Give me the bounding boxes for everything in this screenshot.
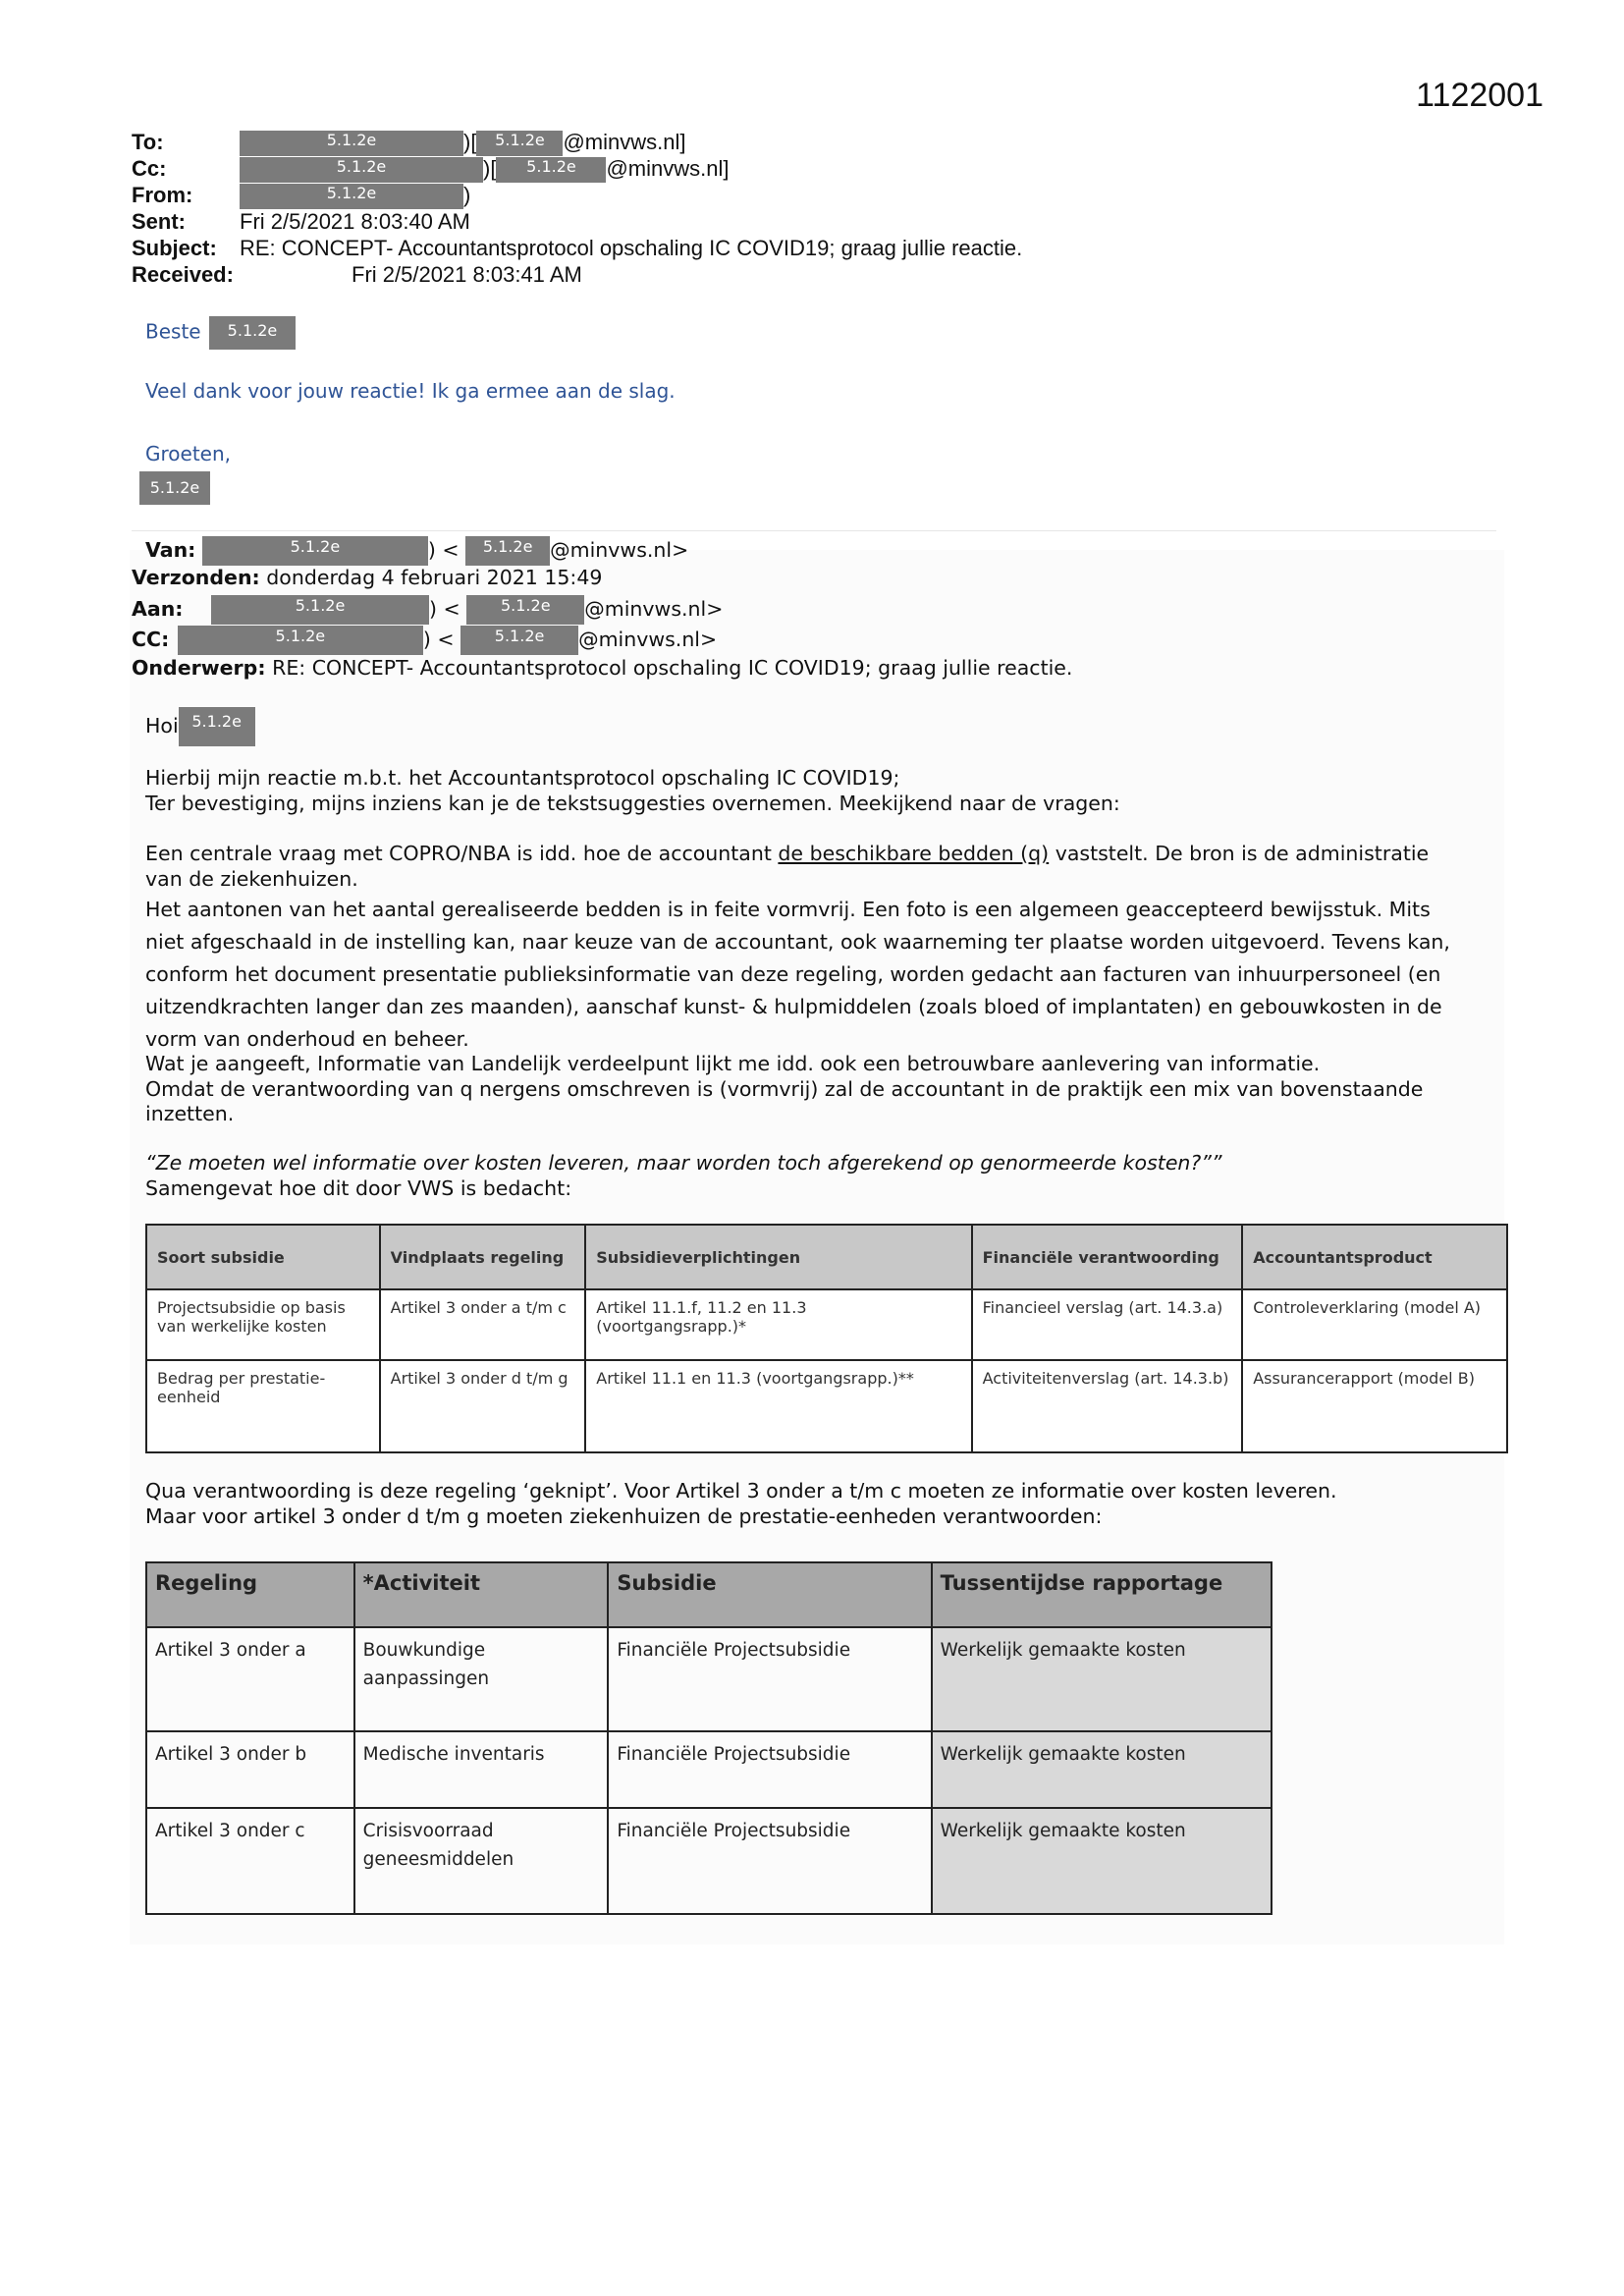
table-cell: Bedrag per prestatie-eenheid bbox=[146, 1360, 380, 1452]
table-header-cell: Vindplaats regeling bbox=[380, 1225, 586, 1289]
p3-line2: niet afgeschaald in de instelling kan, naar keuze van de accountant, ook waarneming ter plaatse worden uitgevoerd. Tevens kan, bbox=[145, 930, 1450, 954]
bracket: )[ bbox=[483, 156, 497, 181]
table-cell: Financieel verslag (art. 14.3.a) bbox=[972, 1289, 1243, 1360]
aan-email: @minvws.nl> bbox=[584, 597, 724, 621]
lt: ) < bbox=[422, 628, 455, 651]
cc-domain: @minvws.nl] bbox=[606, 156, 730, 181]
table-cell: Artikel 11.1.f, 11.2 en 11.3 (voortgangsrapp.)* bbox=[585, 1289, 971, 1360]
hoi-line bbox=[145, 707, 255, 746]
table-cell: Activiteitenverslag (art. 14.3.b) bbox=[972, 1360, 1243, 1452]
table-header-row bbox=[146, 1562, 1272, 1627]
onderwerp-value: RE: CONCEPT- Accountantsprotocol opschaling IC COVID19; graag jullie reactie. bbox=[272, 656, 1073, 680]
divider bbox=[132, 530, 1496, 531]
cc-email: @minvws.nl> bbox=[578, 628, 718, 651]
table-cell: Crisisvoorraad geneesmiddelen bbox=[354, 1808, 609, 1914]
redaction: 5.1.2e bbox=[466, 595, 584, 625]
subject-value: RE: CONCEPT- Accountantsprotocol opschaling IC COVID19; graag jullie reactie. bbox=[240, 236, 1023, 260]
onderwerp-label: Onderwerp: bbox=[132, 656, 266, 680]
document-id: 1122001 bbox=[1416, 77, 1543, 114]
subject-label: Subject: bbox=[132, 236, 217, 260]
cc-label: Cc: bbox=[132, 156, 167, 181]
p1-line2: Ter bevestiging, mijns inziens kan je de tekstsuggesties overnemen. Meekijkend naar de vragen: bbox=[145, 792, 1120, 815]
table-header-cell: Accountantsproduct bbox=[1242, 1225, 1507, 1289]
table-row bbox=[146, 1289, 1507, 1360]
received-label: Received: bbox=[132, 262, 234, 287]
p3-line5: vorm van onderhoud en beheer. bbox=[145, 1027, 469, 1051]
greeting: Beste bbox=[145, 319, 201, 344]
table-header-row bbox=[146, 1225, 1507, 1289]
redaction: 5.1.2e bbox=[496, 157, 606, 183]
p5-line2: inzetten. bbox=[145, 1102, 235, 1125]
redaction: 5.1.2e bbox=[178, 626, 423, 655]
bracket: )[ bbox=[463, 130, 477, 154]
table-cell: Assurancerapport (model B) bbox=[1242, 1360, 1507, 1452]
cc-value bbox=[240, 156, 729, 183]
cc-fwd-row bbox=[132, 626, 717, 655]
table-cell: Financiële Projectsubsidie bbox=[608, 1627, 931, 1731]
van-label: Van: bbox=[145, 538, 196, 562]
lt: ) < bbox=[429, 597, 460, 621]
table-cell: Artikel 3 onder c bbox=[146, 1808, 354, 1914]
table-cell: Controleverklaring (model A) bbox=[1242, 1289, 1507, 1360]
table-cell: Artikel 3 onder a bbox=[146, 1627, 354, 1731]
summary-line: Samengevat hoe dit door VWS is bedacht: bbox=[145, 1176, 572, 1200]
sent-value: Fri 2/5/2021 8:03:40 AM bbox=[240, 209, 470, 234]
to-label: To: bbox=[132, 130, 164, 154]
table-header-cell: Financiële verantwoording bbox=[972, 1225, 1243, 1289]
p2-part-b: vaststelt. De bron is de administratie bbox=[1049, 842, 1430, 865]
to-value bbox=[240, 130, 685, 156]
table-cell: Projectsubsidie op basis van werkelijke kosten bbox=[146, 1289, 380, 1360]
from-label: From: bbox=[132, 183, 193, 207]
redaction: 5.1.2e bbox=[202, 536, 428, 566]
lt: ) < bbox=[427, 538, 460, 562]
p2-part-a: Een centrale vraag met COPRO/NBA is idd. hoe de accountant bbox=[145, 842, 779, 865]
table-cell: Artikel 3 onder a t/m c bbox=[380, 1289, 586, 1360]
p3-line1: Het aantonen van het aantal gerealiseerde bedden is in feite vormvrij. Een foto is een algemeen geaccepteerd bewijsstuk. Mits bbox=[145, 898, 1431, 921]
table-cell: Artikel 11.1 en 11.3 (voortgangsrapp.)** bbox=[585, 1360, 971, 1452]
p5-line1: Omdat de verantwoording van q nergens omschreven is (vormvrij) zal de accountant in de praktijk een mix van bovenstaande bbox=[145, 1077, 1424, 1101]
cc-fwd-label: CC: bbox=[132, 628, 170, 651]
onderwerp-row bbox=[132, 656, 1072, 680]
p2-underlined: de beschikbare bedden (q) bbox=[778, 842, 1050, 865]
redaction: 5.1.2e bbox=[139, 471, 210, 505]
to-domain: @minvws.nl] bbox=[563, 130, 686, 154]
p2-line1 bbox=[145, 842, 1429, 865]
after-line1: Qua verantwoording is deze regeling ‘geknipt’. Voor Artikel 3 onder a t/m c moeten ze informatie over kosten leveren. bbox=[145, 1479, 1337, 1503]
van-email: @minvws.nl> bbox=[550, 538, 689, 562]
verzonden-label: Verzonden: bbox=[132, 566, 260, 589]
redaction: 5.1.2e bbox=[179, 707, 255, 746]
p2-line2: van de ziekenhuizen. bbox=[145, 867, 358, 891]
van-row bbox=[145, 536, 688, 566]
signature-redaction bbox=[139, 471, 210, 505]
table-cell: Medische inventaris bbox=[354, 1731, 609, 1808]
table-header-cell: Subsidieverplichtingen bbox=[585, 1225, 971, 1289]
table-row bbox=[146, 1360, 1507, 1452]
redaction: 5.1.2e bbox=[240, 157, 483, 183]
table-row bbox=[146, 1627, 1272, 1731]
table-cell: Artikel 3 onder b bbox=[146, 1731, 354, 1808]
verzonden-row bbox=[132, 566, 602, 589]
table-cell: Bouwkundige aanpassingen bbox=[354, 1627, 609, 1731]
aan-row bbox=[132, 595, 723, 625]
p3-line3: conform het document presentatie publieksinformatie van deze regeling, worden gedacht aan facturen van inhuurpersoneel (en bbox=[145, 962, 1441, 986]
thanks-text: Veel dank voor jouw reactie! Ik ga ermee aan de slag. bbox=[145, 379, 676, 403]
bracket: ) bbox=[463, 183, 471, 207]
table-cell: Artikel 3 onder d t/m g bbox=[380, 1360, 586, 1452]
verzonden-value: donderdag 4 februari 2021 15:49 bbox=[266, 566, 603, 589]
redaction: 5.1.2e bbox=[465, 536, 550, 566]
redaction: 5.1.2e bbox=[240, 184, 463, 209]
table-cell: Werkelijk gemaakte kosten bbox=[932, 1627, 1272, 1731]
table-header-cell: Tussentijdse rapportage bbox=[932, 1562, 1272, 1627]
redaction: 5.1.2e bbox=[476, 131, 563, 156]
table-header-cell: Soort subsidie bbox=[146, 1225, 380, 1289]
table-cell: Financiële Projectsubsidie bbox=[608, 1808, 931, 1914]
redaction: 5.1.2e bbox=[209, 316, 296, 350]
redaction: 5.1.2e bbox=[240, 131, 463, 156]
received-value: Fri 2/5/2021 8:03:41 AM bbox=[352, 262, 582, 287]
hoi: Hoi bbox=[145, 714, 179, 738]
table-cell: Financiële Projectsubsidie bbox=[608, 1731, 931, 1808]
p3-line4: uitzendkrachten langer dan zes maanden), aanschaf kunst- & hulpmiddelen (zoals bloed of implantaten) en gebouwkosten in de bbox=[145, 995, 1442, 1018]
sent-label: Sent: bbox=[132, 209, 186, 234]
greeting-line bbox=[145, 316, 296, 350]
p1-line1: Hierbij mijn reactie m.b.t. het Accountantsprotocol opschaling IC COVID19; bbox=[145, 766, 900, 790]
aan-label: Aan: bbox=[132, 597, 184, 621]
table-cell: Werkelijk gemaakte kosten bbox=[932, 1731, 1272, 1808]
closing-text: Groeten, bbox=[145, 442, 232, 465]
table-cell: Werkelijk gemaakte kosten bbox=[932, 1808, 1272, 1914]
regeling-table bbox=[145, 1561, 1272, 1915]
from-value bbox=[240, 183, 470, 209]
subsidy-table bbox=[145, 1224, 1508, 1453]
table-row bbox=[146, 1731, 1272, 1808]
redaction: 5.1.2e bbox=[460, 626, 578, 655]
table-row bbox=[146, 1808, 1272, 1914]
table-header-cell: Regeling bbox=[146, 1562, 354, 1627]
quote-line: “Ze moeten wel informatie over kosten leveren, maar worden toch afgerekend op genormeerde kosten?”” bbox=[145, 1151, 1222, 1175]
after-line2: Maar voor artikel 3 onder d t/m g moeten ziekenhuizen de prestatie-eenheden verantwoorden: bbox=[145, 1504, 1103, 1528]
redaction: 5.1.2e bbox=[211, 595, 429, 625]
p4-line: Wat je aangeeft, Informatie van Landelijk verdeelpunt lijkt me idd. ook een betrouwbare aanlevering van informatie. bbox=[145, 1052, 1321, 1075]
table-header-cell: Subsidie bbox=[608, 1562, 931, 1627]
table-header-cell: *Activiteit bbox=[354, 1562, 609, 1627]
